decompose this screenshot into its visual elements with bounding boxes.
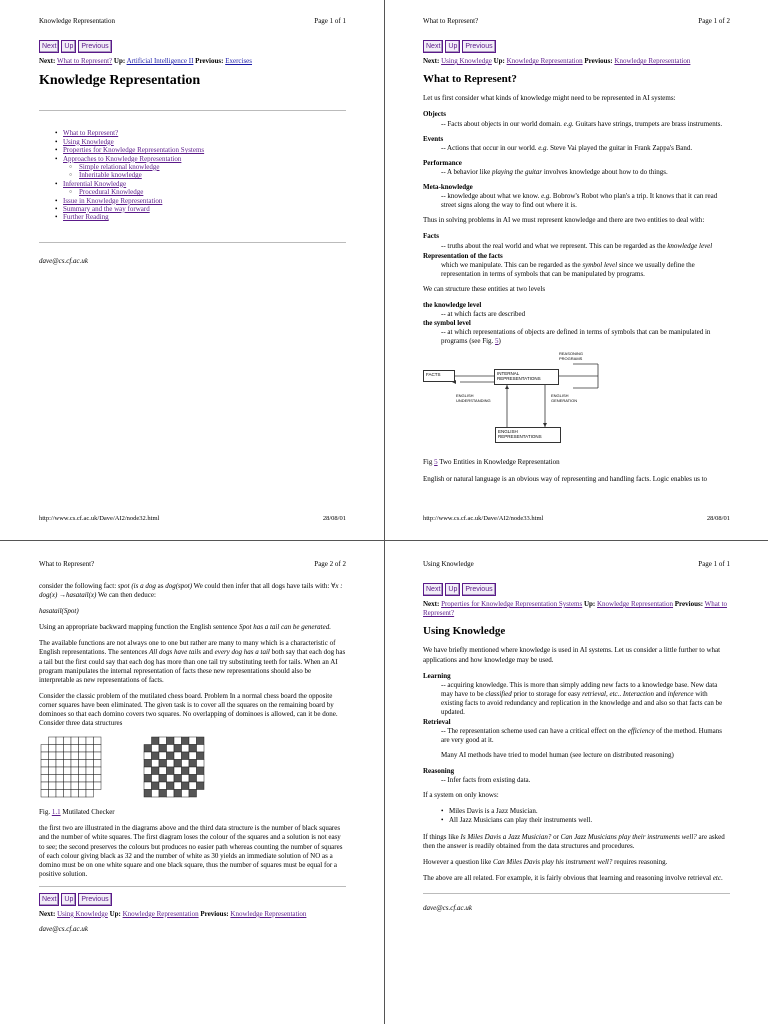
- board-square: [56, 775, 64, 783]
- paragraph-chessboard: Consider the classic problem of the mutilated chess board. Problem In a normal chess board the opposite corner squares have been eliminated. The given task is to cover all the squares on the remaining board by dominoes so that each domino covers two squares. No overlapping of dominoes is allowed, can it be done. Consider three data structures: [39, 691, 338, 728]
- board-square: [159, 775, 167, 783]
- toc-link[interactable]: What to Represent?: [63, 129, 119, 138]
- board-square: [144, 752, 152, 760]
- board-square: [79, 775, 87, 783]
- paragraph-solution: the first two are illustrated in the diagrams above and the third data structure is the number of black squares and the number of white squares. The first diagram loses the colour of the squares and a solution is not easy to see; the second preserves the colours but produces no easier path whereas counting the number of squares of each colour giving black as 32 and the number of white as 30 yields an immediate solution of NO as a domino must be on one white square and one black square, thus the number of squares must be equal for a positive solution.: [39, 824, 343, 878]
- toc-link[interactable]: Summary and the way forward: [63, 204, 150, 213]
- board-square: [56, 782, 64, 790]
- def-knowledge-level: -- at which facts are described: [441, 310, 526, 319]
- diagram-english-box: ENGLISH REPRESENTATIONS: [495, 427, 561, 443]
- board-square: [182, 760, 190, 768]
- next-label: Next:: [423, 57, 440, 65]
- page-footer: [39, 515, 346, 523]
- diagram-internal-box: INTERNAL REPRESENTATIONS: [494, 369, 559, 385]
- toc-item: [57, 197, 346, 205]
- def-facts: -- truths about the real world and what we represent. This can be regarded as the knowledge level: [441, 241, 713, 250]
- board-square: [41, 782, 49, 790]
- board-square: [159, 767, 167, 775]
- board-square: [49, 737, 57, 745]
- toc-link[interactable]: Using Knowledge: [63, 137, 114, 146]
- board-square: [189, 760, 197, 768]
- previous-link[interactable]: What to Represent?: [423, 600, 728, 618]
- def-retrieval-2: Many AI methods have tried to model human (see lecture on distributed reasoning): [441, 751, 674, 760]
- board-square: [71, 767, 79, 775]
- previous-label: Previous:: [200, 909, 229, 918]
- previous-button[interactable]: Previous: [78, 893, 111, 906]
- board-square: [79, 737, 87, 745]
- up-button[interactable]: Up: [445, 40, 460, 53]
- board-square: [197, 775, 205, 783]
- page-title: What to Represent?: [423, 73, 517, 86]
- toc-item: [57, 163, 346, 171]
- next-label: Next:: [423, 600, 440, 608]
- term-representation: Representation of the facts: [423, 251, 503, 260]
- page-what-to-represent: [423, 17, 730, 527]
- board-square: [94, 767, 102, 775]
- board-square: [182, 782, 190, 790]
- list-item: • Miles Davis is a Jazz Musician.: [441, 807, 730, 816]
- board-square: [174, 737, 182, 745]
- board-square: [56, 745, 64, 753]
- board-square: [71, 775, 79, 783]
- def-retrieval: -- The representation scheme used can have a critical effect on the efficiency of the method. Humans are very good at it.: [441, 727, 723, 745]
- board-square: [189, 775, 197, 783]
- board-square: [41, 790, 49, 798]
- next-label: Next:: [39, 909, 56, 918]
- page-footer: [423, 515, 730, 523]
- intro-text: We have briefly mentioned where knowledge is used in AI systems. Let us consider a little further to what applications and how knowledge may be used.: [423, 646, 721, 664]
- above-text: The above are all related. For example, it is fairly obvious that learning and reasoning involve retrieval etc.: [423, 874, 723, 883]
- board-square: [182, 775, 190, 783]
- board-square: [56, 790, 64, 798]
- board-square: [49, 760, 57, 768]
- board-square: [152, 790, 160, 798]
- toc-item: [57, 155, 346, 163]
- board-square: [182, 790, 190, 798]
- board-square: [64, 745, 72, 753]
- board-square: [152, 760, 160, 768]
- toc-link[interactable]: Inheritable knowledge: [79, 171, 142, 180]
- next-link[interactable]: What to Represent?: [56, 57, 113, 65]
- header-title: Using Knowledge: [423, 560, 474, 568]
- board-square: [174, 775, 182, 783]
- board-square: [167, 745, 175, 753]
- board-square: [56, 737, 64, 745]
- toc-link[interactable]: Issue in Knowledge Representation: [63, 196, 163, 205]
- page-header: [39, 560, 346, 569]
- page-title: Using Knowledge: [423, 625, 506, 638]
- footer-date: 28/08/01: [322, 515, 346, 522]
- checker-board-colored: [142, 736, 212, 798]
- board-square: [49, 767, 57, 775]
- board-square: [79, 760, 87, 768]
- nav-buttons: [423, 40, 730, 53]
- however-text: However a question like Can Miles Davis play his instrument well? requires reasoning.: [423, 858, 668, 867]
- footer-date: 28/08/01: [706, 515, 730, 522]
- term-knowledge-level: the knowledge level: [423, 300, 482, 309]
- paragraph-functions: The available functions are not always one to one but rather are many to many which is a characteristic of English representations. The sentences All dogs have tails and every dog has a tail both say that each dog has a tail but the first could say that each dog has more than one tail try substituting teeth for tails. When an AI program manipulates the internal representation of facts these new representations should also be interpretable as new representations of facts.: [39, 639, 346, 684]
- toc-item: [57, 205, 346, 213]
- def-performance: -- A behavior like playing the guitar involves knowledge about how to do things.: [441, 167, 668, 176]
- divider: [39, 242, 346, 243]
- previous-button[interactable]: Previous: [462, 583, 495, 596]
- board-square: [197, 737, 205, 745]
- closing-text: English or natural language is an obvious way of representing and handling facts. Logic enables us to: [423, 474, 708, 483]
- board-square: [197, 767, 205, 775]
- next-button[interactable]: Next: [423, 583, 443, 596]
- header-title: What to Represent?: [39, 560, 95, 568]
- term-facts: Facts: [423, 232, 439, 241]
- board-square: [64, 767, 72, 775]
- board-square: [49, 775, 57, 783]
- board-square: [174, 790, 182, 798]
- nav-line: [39, 910, 346, 919]
- up-link[interactable]: Artificial Intelligence II: [126, 57, 194, 65]
- board-square: [159, 752, 167, 760]
- checker-board-plain: [39, 736, 109, 798]
- page-divider-horizontal: [0, 540, 768, 541]
- board-square: [41, 760, 49, 768]
- toc-link[interactable]: Simple relational knowledge: [79, 162, 160, 171]
- board-square: [86, 752, 94, 760]
- board-square: [174, 760, 182, 768]
- board-square: [197, 745, 205, 753]
- board-square: [41, 745, 49, 753]
- board-square: [64, 760, 72, 768]
- diagram-reasoning-label: REASONING PROGRAMS: [559, 351, 584, 361]
- board-square: [159, 745, 167, 753]
- board-square: [152, 752, 160, 760]
- board-square: [94, 760, 102, 768]
- up-button[interactable]: Up: [445, 583, 460, 596]
- footer-url: http://www.cs.cf.ac.uk/Dave/AI2/node32.html: [39, 515, 160, 522]
- previous-label: Previous:: [674, 600, 704, 608]
- up-link[interactable]: Knowledge Representation: [506, 57, 583, 65]
- next-link[interactable]: Properties for Knowledge Representation Systems: [441, 600, 583, 608]
- board-square: [182, 737, 190, 745]
- next-link[interactable]: Using Knowledge: [441, 57, 492, 65]
- figure-caption: Fig 5 Two Entities in Knowledge Representation: [423, 458, 560, 467]
- paragraph-fact: consider the following fact: spot (is a dog as dog(spot) We could then infer that all dogs have tails with: ∀x : dog(x) →hasatail(x) We can then deduce:: [39, 582, 343, 600]
- board-square: [71, 782, 79, 790]
- board-square: [152, 745, 160, 753]
- previous-button[interactable]: Previous: [78, 40, 111, 53]
- term-learning: Learning: [423, 671, 451, 680]
- board-square: [71, 790, 79, 798]
- things-text: If things like Is Miles Davis a Jazz Musician? or Can Jazz Musicians play their instruments well? are asked then the answer is readily obtained from the data structures and procedures.: [423, 832, 725, 851]
- board-square: [79, 782, 87, 790]
- board-square: [182, 767, 190, 775]
- nav-line: [423, 57, 730, 66]
- up-label: Up:: [493, 57, 505, 65]
- page-divider-vertical: [384, 0, 385, 1024]
- board-square: [152, 782, 160, 790]
- toc-item: [57, 188, 346, 196]
- levels-text: We can structure these entities at two levels: [423, 284, 546, 293]
- board-square: [49, 745, 57, 753]
- term-events: Events: [423, 134, 444, 143]
- next-button[interactable]: Next: [39, 893, 59, 906]
- diagram-generation-label: ENGLISH GENERATION: [551, 393, 578, 403]
- board-square: [152, 737, 160, 745]
- board-square: [41, 775, 49, 783]
- divider: [39, 110, 346, 111]
- next-link[interactable]: Using Knowledge: [57, 909, 108, 918]
- board-square: [189, 782, 197, 790]
- nav-buttons: [39, 893, 346, 906]
- toc-item: [57, 146, 346, 154]
- term-objects: Objects: [423, 110, 446, 119]
- board-square: [71, 745, 79, 753]
- board-square: [86, 775, 94, 783]
- board-square: [167, 760, 175, 768]
- paragraph-deduction: hasatail(Spot): [39, 607, 79, 616]
- board-square: [56, 760, 64, 768]
- figure-caption: Fig. 1.1 Mutilated Checker: [39, 808, 115, 817]
- header-title: What to Represent?: [423, 17, 479, 25]
- board-square: [197, 760, 205, 768]
- toc-item: [57, 129, 346, 137]
- up-label: Up:: [583, 600, 596, 608]
- up-link[interactable]: Knowledge Representation: [597, 600, 674, 608]
- board-square: [49, 790, 57, 798]
- author-email: dave@cs.cf.ac.uk: [39, 256, 88, 265]
- board-square: [189, 790, 197, 798]
- board-square: [71, 752, 79, 760]
- board-square: [64, 775, 72, 783]
- board-square: [86, 767, 94, 775]
- previous-link[interactable]: Knowledge Representation: [230, 909, 307, 918]
- toc-item: [57, 213, 346, 221]
- figure-link[interactable]: 5: [434, 458, 438, 467]
- toc-link[interactable]: Approaches to Knowledge Representation: [63, 154, 182, 163]
- board-square: [167, 775, 175, 783]
- previous-link[interactable]: Exercises: [225, 57, 253, 65]
- board-square: [152, 767, 160, 775]
- previous-link[interactable]: Knowledge Representation: [614, 57, 691, 65]
- board-square: [64, 782, 72, 790]
- toc-link[interactable]: Inferential Knowledge: [63, 179, 127, 188]
- board-square: [94, 775, 102, 783]
- page-title: Knowledge Representation: [39, 73, 201, 89]
- toc-link[interactable]: Procedural Knowledge: [79, 188, 144, 197]
- up-label: Up:: [113, 57, 126, 65]
- board-square: [79, 790, 87, 798]
- page-using-knowledge: [423, 560, 730, 1020]
- author-email: dave@cs.cf.ac.uk: [39, 924, 88, 933]
- page-what-to-represent-2: [39, 560, 346, 1020]
- board-square: [56, 752, 64, 760]
- board-square: [94, 745, 102, 753]
- board-square: [144, 775, 152, 783]
- board-square: [144, 745, 152, 753]
- board-square: [167, 752, 175, 760]
- board-square: [94, 752, 102, 760]
- board-square: [159, 790, 167, 798]
- board-square: [144, 767, 152, 775]
- board-square: [144, 790, 152, 798]
- board-square: [86, 782, 94, 790]
- board-square: [167, 790, 175, 798]
- def-representation: which we manipulate. This can be regarded as the symbol level since we usually define the representation in terms of symbols that can be manipulated by programs.: [441, 260, 695, 278]
- up-label: Up:: [109, 909, 121, 918]
- board-square: [189, 745, 197, 753]
- board-square: [197, 782, 205, 790]
- board-square: [64, 737, 72, 745]
- footer-url: http://www.cs.cf.ac.uk/Dave/AI2/node33.html: [423, 515, 544, 522]
- board-square: [159, 737, 167, 745]
- board-square: [159, 760, 167, 768]
- board-square: [189, 752, 197, 760]
- nav-line: [423, 600, 730, 618]
- nav-buttons: [39, 40, 346, 53]
- board-square: [86, 760, 94, 768]
- board-square: [86, 790, 94, 798]
- toc-link[interactable]: Further Reading: [63, 213, 109, 222]
- logic-formula: ∀x : dog(x) →hasatail(x): [39, 582, 343, 600]
- board-square: [167, 782, 175, 790]
- nav-buttons: [423, 583, 730, 596]
- board-square: [174, 782, 182, 790]
- board-square: [41, 752, 49, 760]
- def-events: -- Actions that occur in our world. e.g. Steve Vai played the guitar in Frank Zappa's Band.: [441, 143, 693, 152]
- nav-line: [39, 57, 346, 66]
- term-performance: Performance: [423, 158, 462, 167]
- board-square: [79, 745, 87, 753]
- paragraph-mapping: Using an appropriate backward mapping function the English sentence Spot has a tail can be generated.: [39, 623, 331, 632]
- system-text: If a system on only knows:: [423, 790, 499, 799]
- up-link[interactable]: Knowledge Representation: [122, 909, 199, 918]
- board-square: [174, 745, 182, 753]
- term-meta-knowledge: Meta-knowledge: [423, 183, 473, 192]
- up-button[interactable]: Up: [61, 893, 76, 906]
- page-header: [39, 17, 346, 26]
- def-learning: -- acquiring knowledge. This is more than simply adding new facts to a knowledge base. New data may have to be classified prior to storage for easy retrieval, etc.. Interaction and inference with existing facts to avoid redundancy and replication in the knowledge and and also so that facts can be updated.: [441, 680, 723, 717]
- board-square: [144, 760, 152, 768]
- thus-text: Thus in solving problems in AI we must represent knowledge and there are two entities to deal with:: [423, 216, 705, 225]
- toc-item: [57, 171, 346, 179]
- board-square: [86, 737, 94, 745]
- header-page-number: Page 1 of 1: [698, 560, 730, 568]
- up-button[interactable]: Up: [61, 40, 76, 53]
- list-item: • All Jazz Musicians can play their instruments well.: [441, 816, 730, 825]
- table-of-contents: [39, 129, 346, 221]
- intro-text: Let us first consider what kinds of knowledge might need to be represented in AI systems:: [423, 94, 676, 103]
- board-square: [71, 737, 79, 745]
- board-square: [94, 737, 102, 745]
- board-square: [64, 790, 72, 798]
- def-symbol-level: -- at which representations of objects are defined in terms of symbols that can be manipulated in programs (see Fig. 5): [441, 328, 711, 346]
- board-square: [64, 752, 72, 760]
- term-retrieval: Retrieval: [423, 718, 451, 727]
- previous-button[interactable]: Previous: [462, 40, 495, 53]
- board-square: [79, 767, 87, 775]
- board-square: [49, 782, 57, 790]
- header-page-number: Page 2 of 2: [314, 560, 346, 568]
- header-page-number: Page 1 of 1: [314, 17, 346, 25]
- page-header: [423, 560, 730, 569]
- board-square: [159, 782, 167, 790]
- figure-link[interactable]: 1.1: [51, 808, 61, 817]
- def-meta-knowledge: -- knowledge about what we know. e.g. Bobrow's Robot who plan's a trip. It knows that it can read street signs along the way to find out where it is.: [441, 192, 718, 210]
- page-header: [423, 17, 730, 26]
- page-knowledge-representation: [39, 17, 346, 527]
- board-square: [56, 767, 64, 775]
- next-button[interactable]: Next: [39, 40, 59, 53]
- board-square: [174, 752, 182, 760]
- board-square: [152, 775, 160, 783]
- divider: [423, 893, 730, 894]
- toc-link[interactable]: Properties for Knowledge Representation Systems: [63, 146, 205, 155]
- representation-diagram: [423, 352, 730, 448]
- divider: [39, 886, 346, 887]
- header-page-number: Page 1 of 2: [698, 17, 730, 25]
- board-square: [86, 745, 94, 753]
- header-title: Knowledge Representation: [39, 17, 116, 25]
- def-reasoning: -- Infer facts from existing data.: [441, 775, 531, 784]
- board-square: [174, 767, 182, 775]
- previous-label: Previous:: [195, 57, 224, 65]
- board-square: [189, 767, 197, 775]
- previous-label: Previous:: [584, 57, 613, 65]
- board-square: [182, 752, 190, 760]
- board-square: [182, 745, 190, 753]
- def-objects: -- Facts about objects in our world domain. e.g. Guitars have strings, trumpets are brass instruments.: [441, 119, 723, 128]
- board-square: [41, 767, 49, 775]
- facts-list: [423, 807, 730, 825]
- figure-link[interactable]: 5: [495, 337, 499, 346]
- toc-item: [57, 138, 346, 146]
- next-button[interactable]: Next: [423, 40, 443, 53]
- board-square: [71, 760, 79, 768]
- board-square: [167, 737, 175, 745]
- author-email: dave@cs.cf.ac.uk: [423, 904, 472, 913]
- mutilated-checker-figure: [39, 736, 346, 798]
- board-square: [49, 752, 57, 760]
- next-label: Next:: [39, 57, 56, 65]
- board-square: [189, 737, 197, 745]
- diagram-understanding-label: ENGLISH UNDERSTANDING: [456, 393, 491, 403]
- board-square: [167, 767, 175, 775]
- toc-item: [57, 180, 346, 188]
- diagram-facts-box: FACTS: [423, 370, 455, 382]
- term-reasoning: Reasoning: [423, 766, 455, 775]
- board-square: [94, 782, 102, 790]
- board-square: [79, 752, 87, 760]
- board-square: [144, 782, 152, 790]
- term-symbol-level: the symbol level: [423, 319, 471, 328]
- board-square: [197, 752, 205, 760]
